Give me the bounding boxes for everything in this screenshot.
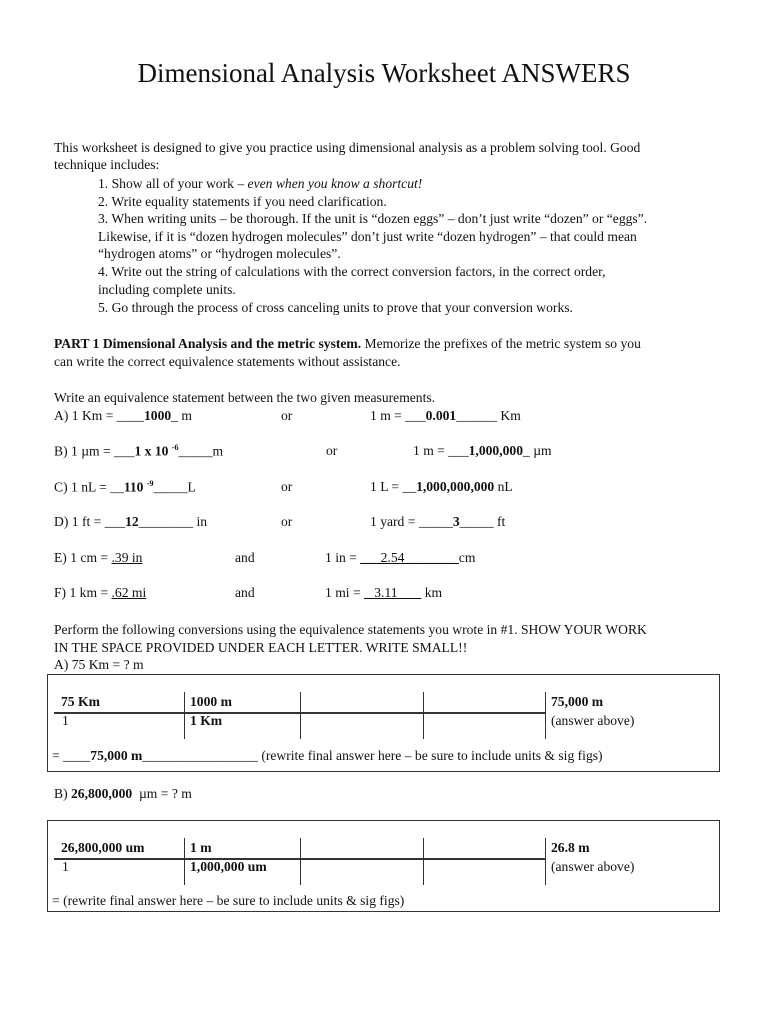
conversion-instruction: Perform the following conversions using the equivalence statements you wrote in #1. SHOW YOUR WORK: [54, 622, 647, 637]
answer: ___2.54________: [360, 550, 459, 565]
separator: or: [281, 514, 293, 529]
technique-item-1: [98, 176, 422, 192]
column-divider: [184, 692, 185, 739]
equivalence-d-left: D) 1 ft = ___12________ in: [54, 514, 208, 529]
result-note: (answer above): [551, 713, 635, 728]
answer: 12: [125, 514, 139, 529]
answer: 110: [123, 479, 147, 495]
equivalence-a-right: 1 m = ___0.001______ Km: [370, 408, 521, 423]
denominator: 1,000,000 um: [190, 859, 267, 874]
separator: or: [326, 443, 338, 458]
answer: 3.11: [364, 585, 422, 600]
question-a: A) 75 Km = ? m: [54, 657, 144, 672]
part1-text: can write the correct equivalence statements without assistance.: [54, 354, 401, 369]
column-divider: [423, 838, 424, 885]
answer: .62 mi: [111, 585, 147, 600]
item-emphasis: even when you know a shortcut!: [247, 176, 423, 191]
denominator: 1: [62, 713, 69, 728]
answer: 1,000,000,000: [416, 479, 495, 494]
answer: 1000: [143, 408, 172, 423]
part1-intro: [54, 336, 641, 352]
column-divider: [184, 838, 185, 885]
column-divider: [300, 692, 301, 739]
technique-item-2: 2. Write equality statements if you need clarification.: [98, 194, 387, 209]
technique-item-3-cont: Likewise, if it is “dozen hydrogen molecules” don’t just write “dozen hydrogen” – that could mean: [98, 229, 637, 244]
answer: 0.001: [425, 408, 457, 423]
separator: or: [281, 479, 293, 494]
equivalence-c-right: 1 L = __1,000,000,000 nL: [370, 479, 513, 494]
technique-item-3: 3. When writing units – be thorough. If the unit is “dozen eggs” – don’t just write “dozen” or “eggs”.: [98, 211, 648, 226]
equivalence-instruction: Write an equivalence statement between the two given measurements.: [54, 390, 436, 405]
conversion-instruction: IN THE SPACE PROVIDED UNDER EACH LETTER. WRITE SMALL!!: [54, 640, 468, 655]
column-divider: [545, 692, 546, 739]
result-note: (answer above): [551, 859, 635, 874]
equivalence-d-right: 1 yard = _____3_____ ft: [370, 514, 506, 529]
final-answer-a: = ____75,000 m_________________ (rewrite final answer here – be sure to include units & sig figs): [52, 748, 603, 763]
equivalence-f-right: 1 mi = 3.11 km: [325, 585, 443, 600]
numerator: 1000 m: [190, 694, 232, 709]
column-divider: [545, 838, 546, 885]
column-divider: [423, 692, 424, 739]
intro-text: This worksheet is designed to give you practice using dimensional analysis as a problem solving tool. Good: [54, 140, 641, 155]
part1-heading: PART 1 Dimensional Analysis and the metric system.: [54, 336, 362, 351]
numerator: 75 Km: [61, 694, 100, 709]
final-answer-b: = (rewrite final answer here – be sure to include units & sig figs): [52, 893, 405, 908]
denominator: 1: [62, 859, 69, 874]
separator: and: [235, 550, 255, 565]
numerator: 26,800,000 um: [61, 840, 145, 855]
answer: 1,000,000: [468, 443, 523, 458]
technique-item-4-cont: including complete units.: [98, 282, 236, 297]
answer: 3: [452, 514, 460, 529]
result: 26.8 m: [551, 840, 590, 855]
equivalence-e-left: E) 1 cm = .39 in: [54, 550, 143, 565]
item-text: 1. Show all of your work –: [98, 176, 248, 191]
equivalence-f-left: F) 1 km = .62 mi: [54, 585, 147, 600]
equivalence-a-left: A) 1 Km = ____1000_ m: [54, 408, 192, 423]
separator: and: [235, 585, 255, 600]
intro-text: technique includes:: [54, 157, 160, 172]
answer: 1 x 10: [134, 443, 172, 459]
equivalence-b-right: 1 m = ___1,000,000_ µm: [413, 443, 552, 458]
result: 75,000 m: [551, 694, 604, 709]
separator: or: [281, 408, 293, 423]
technique-item-3-cont: “hydrogen atoms” or “hydrogen molecules”.: [98, 246, 341, 261]
answer: .39 in: [111, 550, 143, 565]
technique-item-5: 5. Go through the process of cross canceling units to prove that your conversion works.: [98, 300, 573, 315]
technique-item-4: 4. Write out the string of calculations with the correct conversion factors, in the correct order,: [98, 264, 606, 279]
equivalence-c-left: C) 1 nL = __110 $^{-9}$_____L: [54, 479, 196, 495]
page-title: Dimensional Analysis Worksheet ANSWERS: [137, 58, 631, 88]
column-divider: [300, 838, 301, 885]
equivalence-e-right: 1 in = ___2.54________cm: [325, 550, 476, 565]
part1-text: Memorize the prefixes of the metric system so you: [361, 336, 641, 351]
numerator: 1 m: [190, 840, 212, 855]
question-b: B) 26,800,000 µm = ? m: [54, 786, 192, 801]
denominator: 1 Km: [190, 713, 223, 728]
equivalence-b-left: B) 1 µm = ___1 x 10 $^{-6}$_____m: [54, 443, 224, 459]
